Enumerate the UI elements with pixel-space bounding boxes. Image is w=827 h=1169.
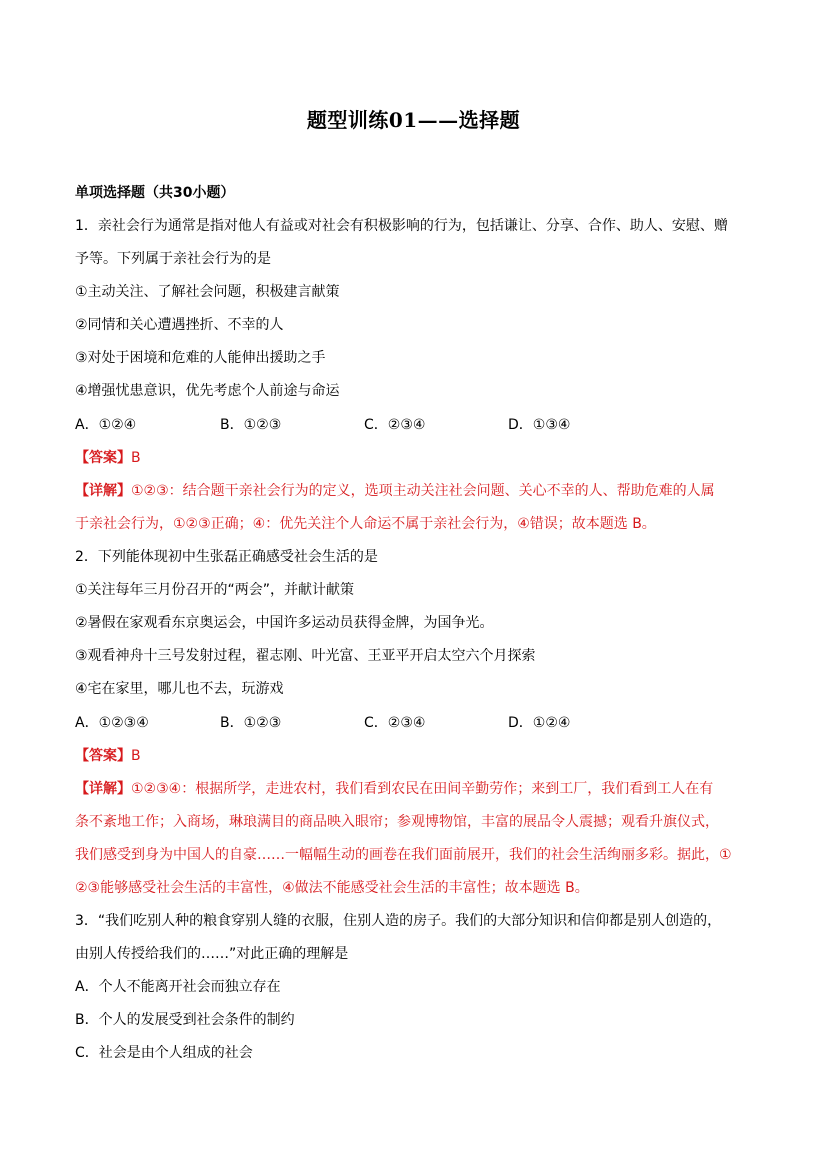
q2-item-4: ④宅在家里，哪儿也不去，玩游戏 bbox=[75, 681, 284, 697]
q2-option-b: B．①②③ bbox=[220, 715, 282, 731]
q1-item-4: ④增强忧患意识，优先考虑个人前途与命运 bbox=[75, 383, 340, 399]
q1-detail-line-2: 于亲社会行为，①②③正确；④：优先关注个人命运不属于亲社会行为，④错误；故本题选 B。 bbox=[75, 516, 656, 532]
q1-stem-line-2: 予等。下列属于亲社会行为的是 bbox=[75, 251, 271, 267]
detail-tag: 【详解】 bbox=[75, 781, 131, 797]
q3-option-c: C．社会是由个人组成的社会 bbox=[75, 1045, 253, 1061]
q1-detail-text-1: ①②③：结合题干亲社会行为的定义，选项主动关注社会问题、关心不幸的人、帮助危难的人属 bbox=[131, 483, 715, 499]
q3-option-b: B．个人的发展受到社会条件的制约 bbox=[75, 1012, 295, 1028]
q1-item-3: ③对处于困境和危难的人能伸出援助之手 bbox=[75, 350, 326, 366]
q1-answer-value: B bbox=[131, 450, 141, 466]
q2-detail-line-2: 条不紊地工作；入商场，琳琅满目的商品映入眼帘；参观博物馆，丰富的展品令人震撼；观看升旗仪式， bbox=[75, 814, 719, 830]
page-title: 题型训练01——选择题 bbox=[306, 108, 521, 132]
q2-detail-text-1: ①②③④：根据所学，走进农村，我们看到农民在田间辛勤劳作；来到工厂，我们看到工人在有 bbox=[131, 781, 714, 797]
q1-item-1: ①主动关注、了解社会问题，积极建言献策 bbox=[75, 284, 340, 300]
answer-tag: 【答案】 bbox=[75, 450, 131, 466]
q2-option-c: C．②③④ bbox=[364, 715, 426, 731]
q3-stem-line-2: 由别人传授给我们的……”对此正确的理解是 bbox=[75, 946, 349, 962]
q1-detail-line-1 bbox=[75, 481, 755, 501]
q2-answer-value: B bbox=[131, 748, 141, 764]
q2-options bbox=[75, 713, 755, 733]
q1-item-2: ②同情和关心遭遇挫折、不幸的人 bbox=[75, 317, 284, 333]
q1-option-d: D．①③④ bbox=[508, 417, 571, 433]
q2-item-1: ①关注每年三月份召开的“两会”，并献计献策 bbox=[75, 582, 355, 598]
q1-option-a: A．①②④ bbox=[75, 417, 137, 433]
q1-option-c: C．②③④ bbox=[364, 417, 426, 433]
detail-tag: 【详解】 bbox=[75, 483, 131, 499]
q2-option-d: D．①②④ bbox=[508, 715, 571, 731]
q1-answer bbox=[75, 448, 755, 468]
q2-option-a: A．①②③④ bbox=[75, 715, 149, 731]
q2-answer bbox=[75, 746, 755, 766]
q2-stem: 2．下列能体现初中生张磊正确感受社会生活的是 bbox=[75, 549, 378, 565]
q1-stem-line-1: 1．亲社会行为通常是指对他人有益或对社会有积极影响的行为，包括谦让、分享、合作、助人、安慰、赠 bbox=[75, 218, 728, 234]
q2-detail-line-1 bbox=[75, 779, 755, 799]
q2-detail-line-4: ②③能够感受社会生活的丰富性，④做法不能感受社会生活的丰富性；故本题选 B。 bbox=[75, 880, 589, 896]
q2-item-2: ②暑假在家观看东京奥运会，中国许多运动员获得金牌，为国争光。 bbox=[75, 615, 494, 631]
q1-option-b: B．①②③ bbox=[220, 417, 282, 433]
q1-options bbox=[75, 415, 755, 435]
section-heading: 单项选择题（共30小题） bbox=[75, 185, 235, 201]
q3-stem-line-1: 3．“我们吃别人种的粮食穿别人缝的衣服，住别人造的房子。我们的大部分知识和信仰都是别人创造的， bbox=[75, 913, 722, 929]
q3-option-a: A．个人不能离开社会而独立存在 bbox=[75, 979, 281, 995]
q2-item-3: ③观看神舟十三号发射过程，翟志刚、叶光富、王亚平开启太空六个月探索 bbox=[75, 648, 536, 664]
answer-tag: 【答案】 bbox=[75, 748, 131, 764]
q2-detail-line-3: 我们感受到身为中国人的自豪……一幅幅生动的画卷在我们面前展开，我们的社会生活绚丽多彩。据此，① bbox=[75, 847, 732, 863]
